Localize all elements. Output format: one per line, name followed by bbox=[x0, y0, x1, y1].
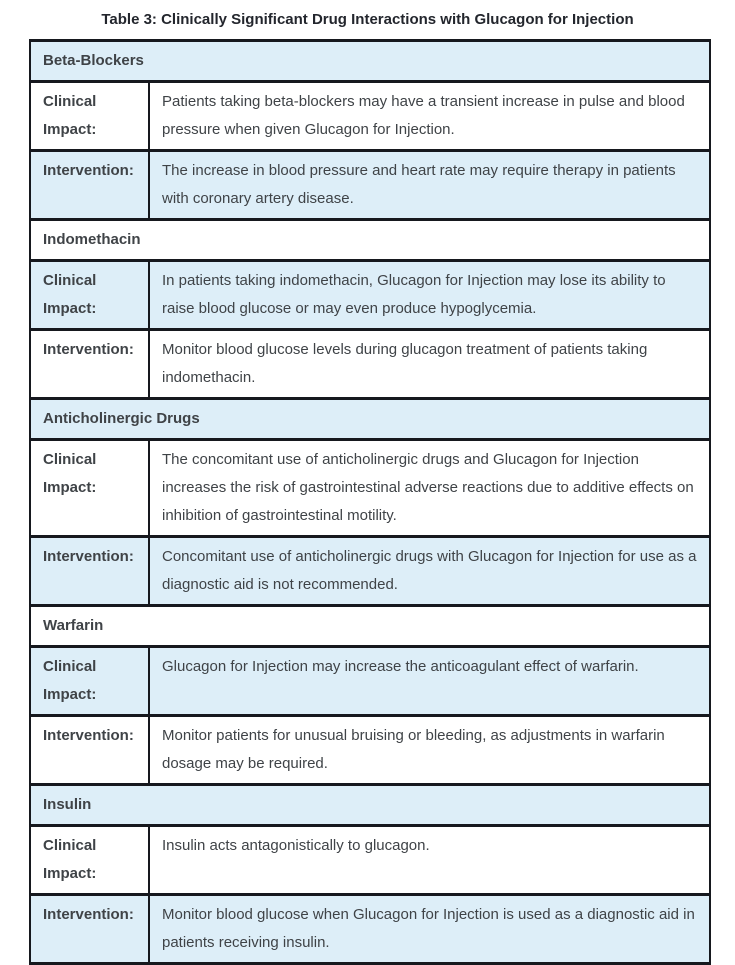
row-label: Clinical Impact: bbox=[30, 261, 149, 330]
row-label: Intervention: bbox=[30, 151, 149, 220]
intervention-row bbox=[30, 537, 710, 606]
clinical-impact-row bbox=[30, 82, 710, 151]
clinical-impact-text: In patients taking indomethacin, Glucagon for Injection may lose its ability to raise blood glucose or may even produce hypoglycemia. bbox=[149, 261, 710, 330]
drug-interactions-table-body bbox=[30, 41, 710, 964]
section-header-row bbox=[30, 41, 710, 82]
clinical-impact-row bbox=[30, 261, 710, 330]
clinical-impact-text: Glucagon for Injection may increase the anticoagulant effect of warfarin. bbox=[149, 647, 710, 716]
row-label: Intervention: bbox=[30, 895, 149, 964]
section-header-row bbox=[30, 606, 710, 647]
row-label: Intervention: bbox=[30, 537, 149, 606]
clinical-impact-text: The concomitant use of anticholinergic drugs and Glucagon for Injection increases the risk of gastrointestinal adverse reactions due to additive effects on inhibition of gastrointestinal motility. bbox=[149, 440, 710, 537]
row-label: Clinical Impact: bbox=[30, 82, 149, 151]
clinical-impact-row bbox=[30, 826, 710, 895]
intervention-text: Monitor blood glucose when Glucagon for Injection is used as a diagnostic aid in patients receiving insulin. bbox=[149, 895, 710, 964]
row-label: Intervention: bbox=[30, 330, 149, 399]
drug-name: Beta-Blockers bbox=[30, 41, 710, 82]
row-label: Intervention: bbox=[30, 716, 149, 785]
clinical-impact-row bbox=[30, 647, 710, 716]
intervention-row bbox=[30, 151, 710, 220]
intervention-text: Monitor blood glucose levels during glucagon treatment of patients taking indomethacin. bbox=[149, 330, 710, 399]
section-header-row bbox=[30, 785, 710, 826]
drug-name: Anticholinergic Drugs bbox=[30, 399, 710, 440]
drug-name: Warfarin bbox=[30, 606, 710, 647]
drug-name: Indomethacin bbox=[30, 220, 710, 261]
intervention-row bbox=[30, 716, 710, 785]
intervention-text: Monitor patients for unusual bruising or bleeding, as adjustments in warfarin dosage may be required. bbox=[149, 716, 710, 785]
intervention-text: The increase in blood pressure and heart rate may require therapy in patients with coronary artery disease. bbox=[149, 151, 710, 220]
row-label: Clinical Impact: bbox=[30, 440, 149, 537]
intervention-row bbox=[30, 330, 710, 399]
clinical-impact-text: Patients taking beta-blockers may have a transient increase in pulse and blood pressure when given Glucagon for Injection. bbox=[149, 82, 710, 151]
intervention-text: Concomitant use of anticholinergic drugs with Glucagon for Injection for use as a diagnostic aid is not recommended. bbox=[149, 537, 710, 606]
drug-interactions-table bbox=[29, 39, 711, 965]
row-label: Clinical Impact: bbox=[30, 826, 149, 895]
clinical-impact-row bbox=[30, 440, 710, 537]
row-label: Clinical Impact: bbox=[30, 647, 149, 716]
drug-name: Insulin bbox=[30, 785, 710, 826]
clinical-impact-text: Insulin acts antagonistically to glucagon. bbox=[149, 826, 710, 895]
section-header-row bbox=[30, 399, 710, 440]
intervention-row bbox=[30, 895, 710, 964]
table-title: Table 3: Clinically Significant Drug Interactions with Glucagon for Injection bbox=[101, 11, 634, 28]
section-header-row bbox=[30, 220, 710, 261]
